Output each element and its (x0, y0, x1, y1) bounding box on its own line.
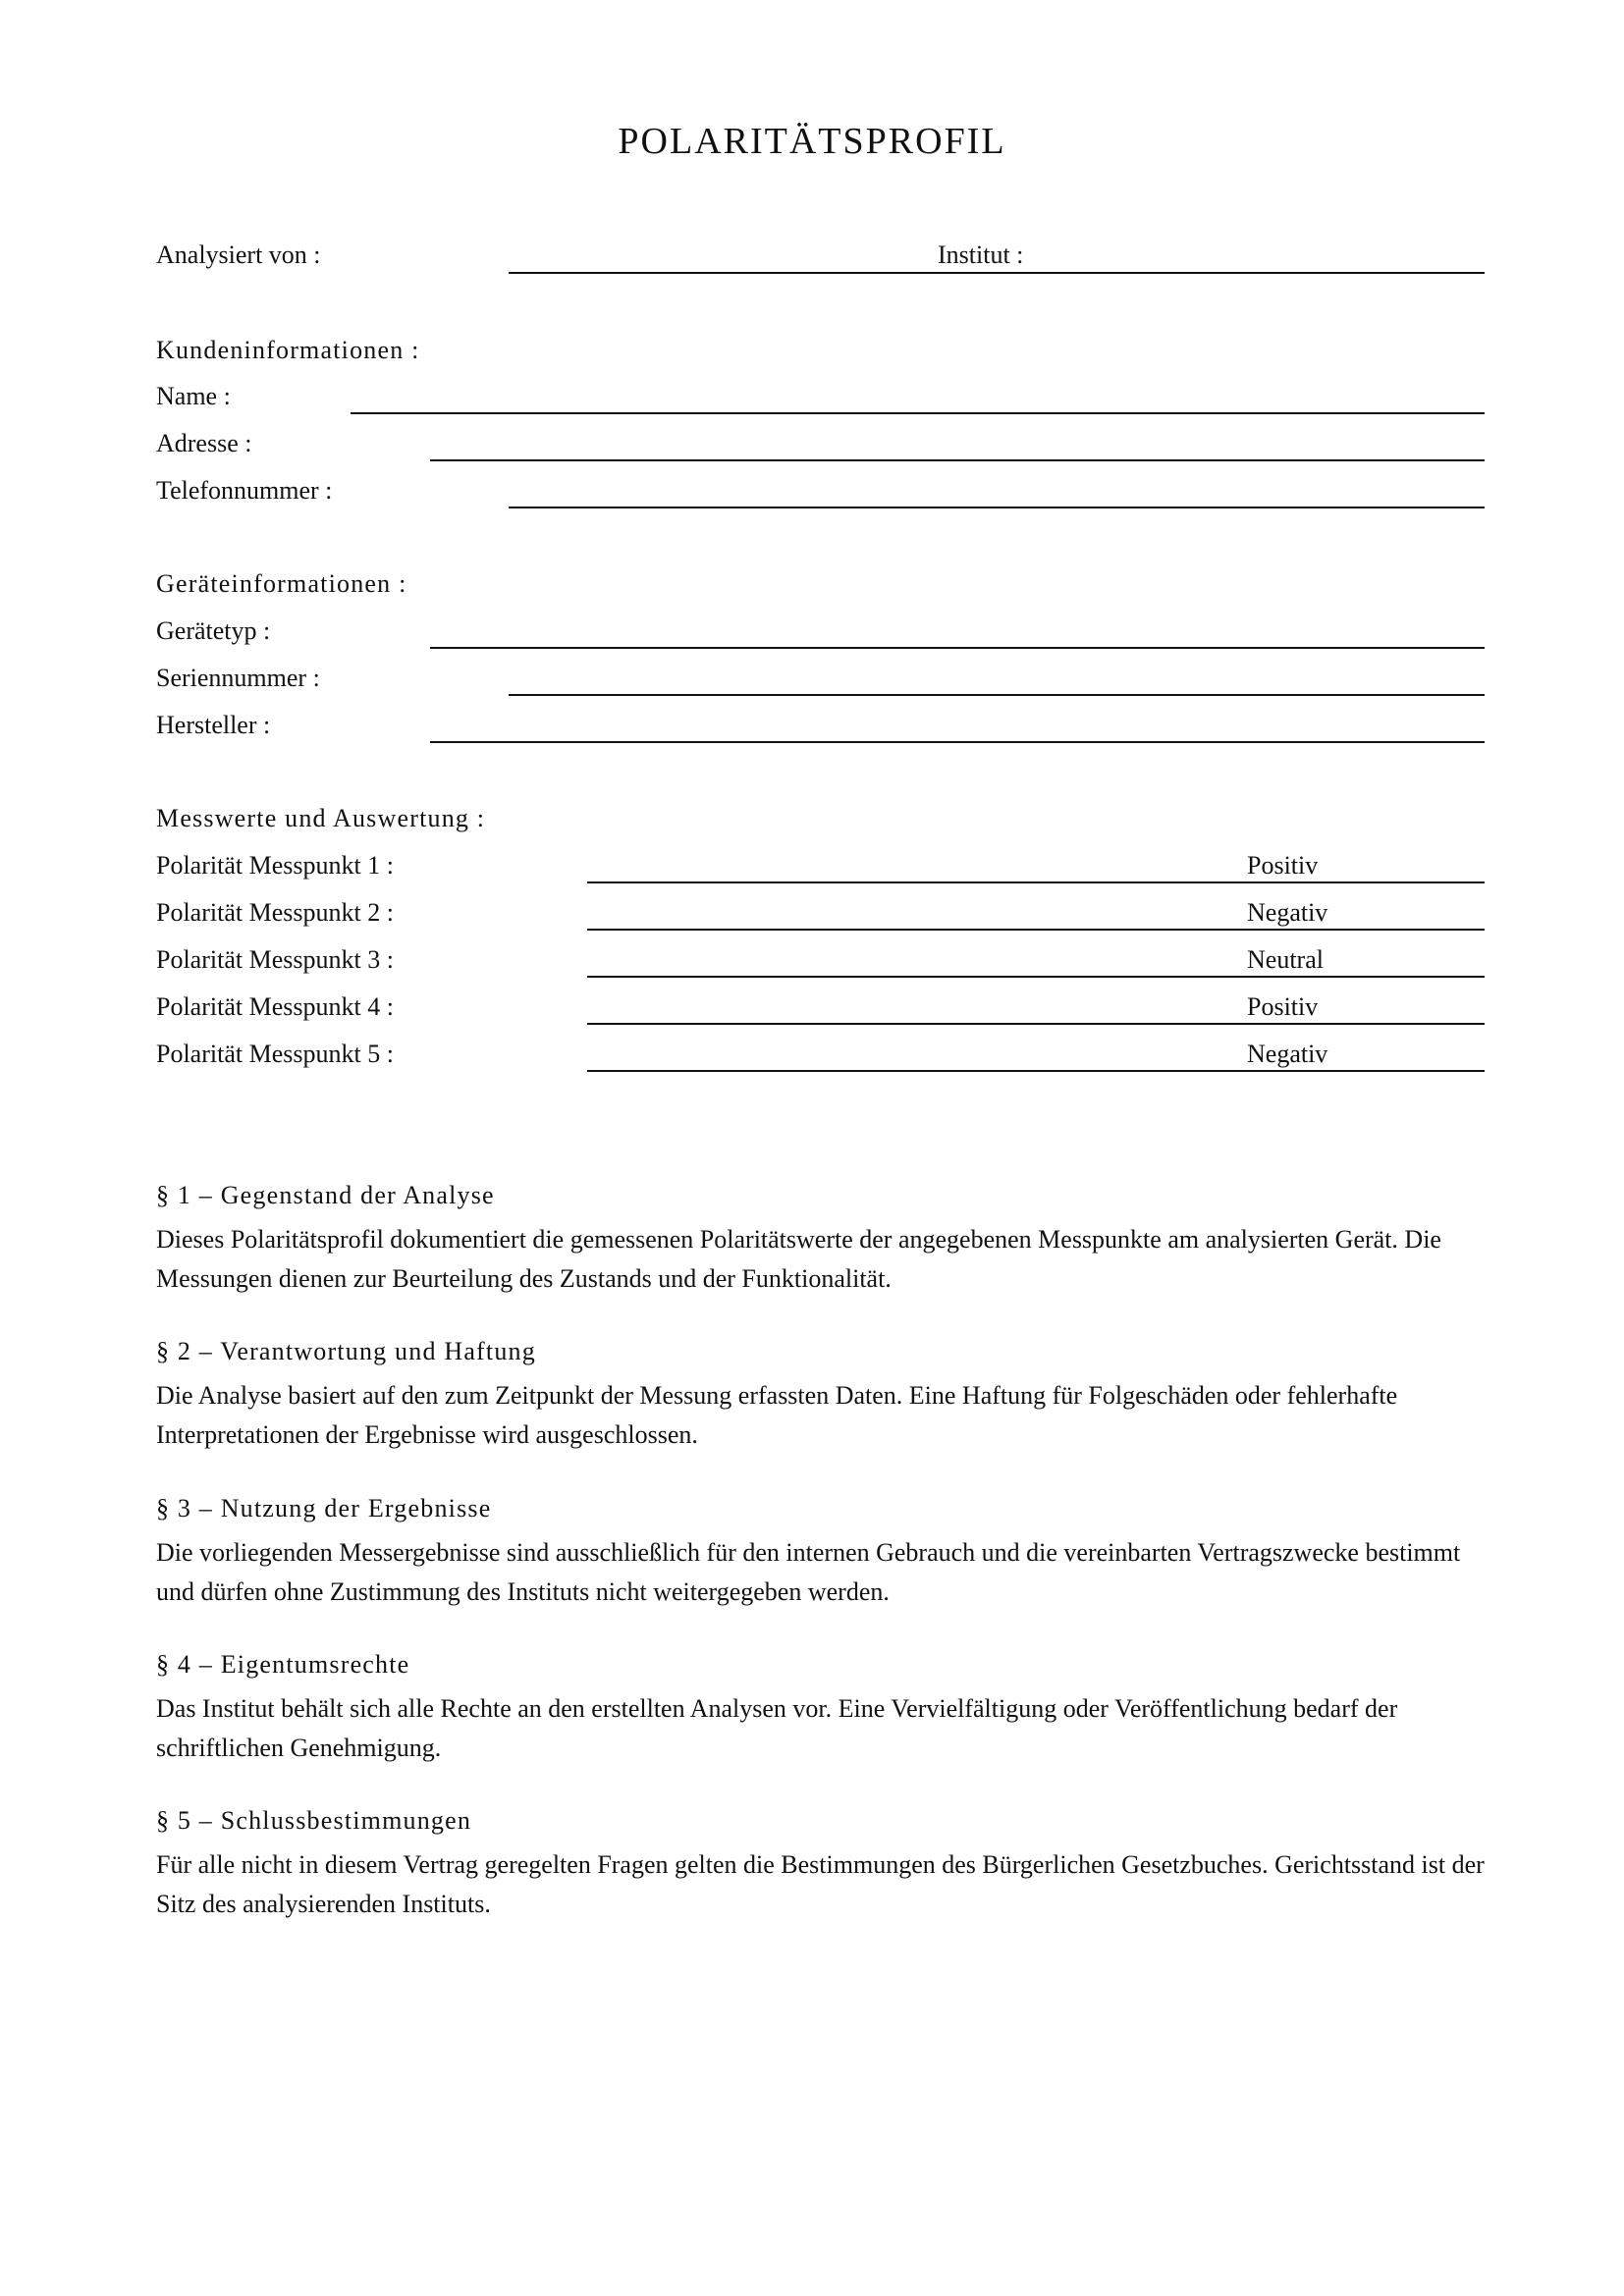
institut-label: Institut : (938, 240, 1024, 269)
messpunkt-value: Neutral (1247, 945, 1324, 974)
hersteller-label: Hersteller : (156, 711, 271, 739)
messpunkt-label: Polarität Messpunkt 4 : (156, 992, 394, 1021)
hersteller-field[interactable] (430, 741, 1485, 743)
messpunkt-field[interactable] (587, 929, 1485, 931)
messpunkt-value: Positiv (1247, 992, 1319, 1021)
messpunkt-field[interactable] (587, 881, 1485, 883)
section-heading: § 4 – Eigentumsrechte (156, 1650, 410, 1679)
kunden-heading: Kundeninformationen : (156, 336, 420, 364)
page-title: POLARITÄTSPROFIL (618, 121, 1006, 162)
seriennummer-label: Seriennummer : (156, 664, 320, 692)
section-body: Das Institut behält sich alle Rechte an den erstellten Analysen vor. Eine Vervielfältigung oder Veröffentlichung bedarf der schriftlichen Genehmigung. (156, 1694, 1398, 1762)
messpunkt-label: Polarität Messpunkt 2 : (156, 898, 394, 927)
name-field[interactable] (351, 412, 1485, 414)
section-heading: § 1 – Gegenstand der Analyse (156, 1181, 495, 1209)
geraetetyp-label: Gerätetyp : (156, 616, 271, 645)
section-body: Für alle nicht in diesem Vertrag geregelten Fragen gelten die Bestimmungen des Bürgerlichen Gesetzbuches. Gerichtsstand ist der Sitz des analysierenden Instituts. (156, 1850, 1485, 1918)
section-body: Die Analyse basiert auf den zum Zeitpunkt der Messung erfassten Daten. Eine Haftung für Folgeschäden oder fehlerhafte Interpretationen der Ergebnisse wird ausgeschlossen. (156, 1381, 1398, 1449)
messwerte-heading: Messwerte und Auswertung : (156, 804, 486, 832)
adresse-label: Adresse : (156, 429, 252, 457)
messpunkt-field[interactable] (587, 1023, 1485, 1025)
analysiert-von-label: Analysiert von : (156, 240, 321, 269)
messpunkt-label: Polarität Messpunkt 3 : (156, 945, 394, 974)
telefon-label: Telefonnummer : (156, 476, 333, 505)
seriennummer-field[interactable] (509, 694, 1485, 696)
messpunkt-label: Polarität Messpunkt 1 : (156, 851, 394, 880)
section-heading: § 5 – Schlussbestimmungen (156, 1806, 472, 1835)
analysiert-von-field[interactable] (509, 272, 1485, 274)
geraete-heading: Geräteinformationen : (156, 569, 407, 598)
geraetetyp-field[interactable] (430, 647, 1485, 649)
section-heading: § 2 – Verantwortung und Haftung (156, 1337, 536, 1365)
section-body: Die vorliegenden Messergebnisse sind ausschließlich für den internen Gebrauch und die vereinbarten Vertragszwecke bestimmt und dürfen ohne Zustimmung des Instituts nicht weitergegeben werden. (156, 1538, 1461, 1606)
messpunkt-value: Negativ (1247, 898, 1328, 927)
messpunkt-label: Polarität Messpunkt 5 : (156, 1040, 394, 1068)
messpunkt-value: Negativ (1247, 1040, 1328, 1068)
adresse-field[interactable] (430, 459, 1485, 461)
messpunkt-field[interactable] (587, 1070, 1485, 1072)
section-body: Dieses Polaritätsprofil dokumentiert die gemessenen Polaritätswerte der angegebenen Messpunkte am analysierten Gerät. Die Messungen dienen zur Beurteilung des Zustands und der Funktionalität. (156, 1225, 1441, 1293)
section-heading: § 3 – Nutzung der Ergebnisse (156, 1494, 492, 1522)
messpunkt-field[interactable] (587, 976, 1485, 978)
messpunkt-value: Positiv (1247, 851, 1319, 880)
telefon-field[interactable] (509, 507, 1485, 508)
name-label: Name : (156, 382, 231, 410)
